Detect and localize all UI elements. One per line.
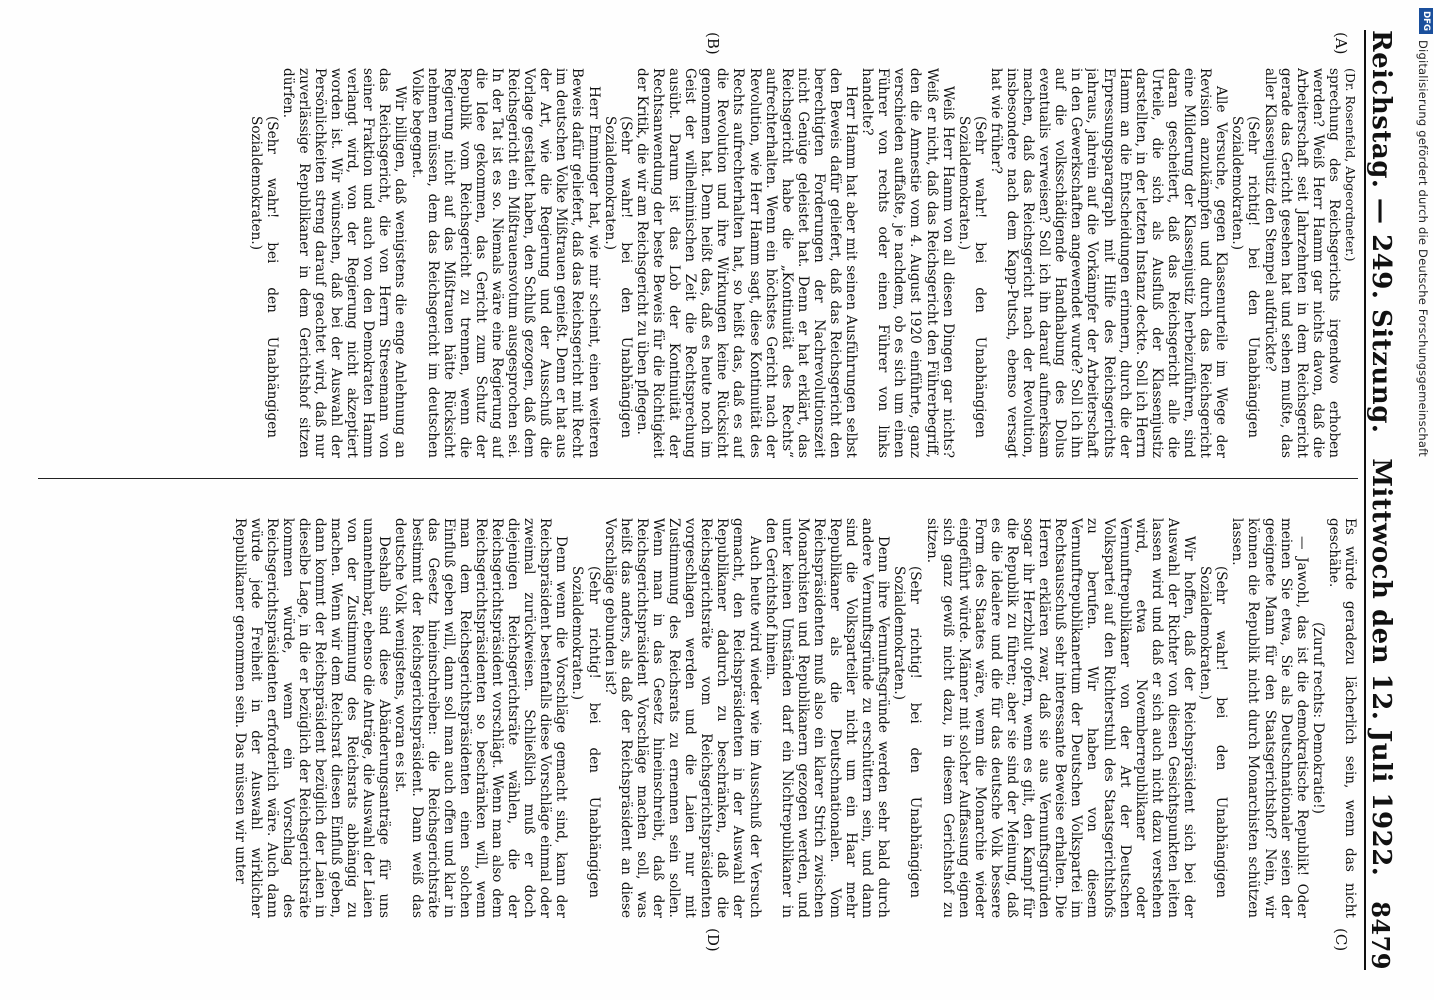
right-remark-2: (Sehr wahr! bei den Unabhängigen Sozialdemokraten.) — [1197, 566, 1230, 898]
margin-letter-d: (D) — [704, 928, 722, 952]
right-paragraph-2: — Jawohl, das ist die demokratische Republik! Oder meinen Sie etwa, Sie als Deutschnationaler seien der geeignete Mann für den Staatsgerichtshof? Nein, wir können die Republik nicht durch Monarchisten schützen lassen. — [1229, 518, 1310, 918]
header-rule — [1364, 30, 1366, 970]
left-paragraph-2: Alle Versuche, gegen Klassenurteile im Wege der Revision anzukämpfen und durch das Reichsgericht eine Milderung der Klassenjustiz herbeizuführen, sind daran gescheitert, daß das Reichsgericht alle die Urteile, die sich als Ausfluß der Klassenjustiz darstellten, in der letzten Instanz deckte. Soll ich Herrn Hamm an die Entscheidungen erinnern, durch die der Erpressungsparagraph mit Hilfe des Reichsgerichts jahraus, jahrein auf die Vorkämpfer der Arbeiterschaft in den Gewerkschaften angewendet wurde? Soll ich ihn auf die volksschädigende Handhabung des Dolus eventualis verweisen? Soll ich ihn darauf aufmerksam machen, daß das Reichsgericht nach der Revolution, insbesondere nach dem Kapp-Putsch, ebenso versagt hat wie früher? — [987, 68, 1230, 458]
right-remark-1: (Zuruf rechts: Demokratie!) — [1309, 622, 1326, 814]
left-paragraph-4: Herr Hamm hat aber mit seinen Ausführungen selbst den Beweis dafür geliefert, daß das Reichsgericht den berechtigten Forderungen der Nachrevolutionszeit nicht Genüge geleistet hat. Denn er hat erklärt, das Reichsgericht habe die „Kontinuität des Rechts“ aufrechterhalten. Wenn ein höchstes Gericht nach der Revolution, wie Herr Hamm sagt, diese Kontinuität des Rechts aufrechterhalten hat, so heißt das, daß es auf die Revolution und ihre Wirkungen keine Rücksicht genommen hat. Denn heißt das, daß es heute noch im Geist der wilhelminischen Zeit die Rechtsprechung ausübt. Darum ist das Lob der Kontinuität der Rechtsanwendung der beste Beweis für die Richtigkeit der Kritik, die wir am Reichsgericht zu üben pflegen. — [633, 68, 860, 458]
right-paragraph-4: Denn ihre Vernunftsgründe werden sehr bald durch andere Vernunftsgründe zu erschüttern sein, und dann sind die Volksparteiler nicht um ein Haar mehr Republikaner als die Deutschnationalen. Vom Reichspräsidenten muß also ein klarer Strich zwischen Monarchisten und Republikanern gezogen werden, und unter keinen Umständen darf ein Nichtrepublikaner in den Gerichtshof hinein. — [762, 518, 892, 918]
margin-letter-a: (A) — [1332, 32, 1350, 55]
left-column — [38, 68, 1358, 458]
left-remark-4: (Sehr wahr! bei den Unabhängigen Sozialdemokraten.) — [247, 116, 280, 438]
left-remark-2: (Sehr wahr! bei den Unabhängigen Sozialdemokraten.) — [955, 116, 988, 438]
right-paragraph-6: Denn wenn die Vorschläge gemacht sind, kann der Reichspräsident bestenfalls diese Vorschläge einmal oder zweimal zurückweisen. Schließlich muß er doch diejenigen Reichsgerichtsräte wählen, die der Reichsgerichtspräsident vorschlägt. Wenn man also dem Reichsgerichtspräsidenten so beschränken will, wenn man dem Reichsgerichtspräsidenten einen solchen Einfluß geben will, dann soll man auch offen und klar in das Gesetz hineinschreiben: die Reichsgerichtsräte bestimmt der Reichsgerichtspräsident. Dann weiß das deutsche Volk wenigstens, woran es ist. — [392, 518, 570, 918]
right-remark-4: (Sehr richtig! bei den Unabhängigen Sozialdemokraten.) — [569, 566, 602, 898]
header-date: Mittwoch den 12. Juli 1922. — [1366, 458, 1396, 877]
left-paragraph-6: Wir billigen, daß wenigstens die enge Anlehnung an das Reichsgericht, die von Herrn Stresemann von seiner Fraktion und auch von den Demokraten Hamm verlangt wird, von der Regierung nicht akzeptiert worden ist. Wir wünschen, daß bei der Auswahl der Persönlichkeiten streng darauf geachtet wird, daß nur zuverlässige Republikaner in dem Gerichtshof sitzen dürfen. — [279, 68, 409, 458]
right-paragraph-3: Wir hoffen, daß der Reichspräsident sich bei der Auswahl der Richter von diesen Gesichtspunkten leiten lassen wird und daß er sich auch nicht dazu verstehen wird, etwa Novemberrepublikaner oder Vernunftrepublikaner von der Art der Deutschen Volkspartei auf den Richterstuhl des Staatsgerichtshofs zu berufen. Wir haben von diesem Vernunftrepublikanertum der Deutschen Volkspartei im Rechtsausschuß sehr interessante Beweise erhalten. Die Herren erklären zwar, daß sie aus Vernunftsgründen sogar ihr Herzblut opfern, wenn es gilt, den Kampf für die Republik zu führen; aber sie sind der Meinung, daß es die idealere und die für das deutsche Volk bessere Form des Staates wäre, wenn die Monarchie wieder eingeführt würde. Männer mit solcher Auffassung eignen sich ganz gewiß nicht dazu, in diesem Gerichtshof zu sitzen. — [923, 518, 1198, 918]
funding-notice: Digitalisierung gefördert durch die Deutsche Forschungsgemeinschaft — [1416, 40, 1430, 457]
header-session: Reichstag. — 249. Sitzung. — [1366, 30, 1396, 434]
left-paragraph-5: Herr Emminger hat, wie mir scheint, einen weiteren Beweis dafür geliefert, daß das Reichsgericht mit Recht im deutschen Volke Mißtrauen genießt. Denn er hat aus der Art, wie die Regierung und der Ausschuß die Vorlage gestaltet haben, den Schluß gezogen, daß dem Reichsgericht ein Mißtrauensvotum ausgesprochen sei. In der Tat ist es so. Niemals wäre eine Regierung auf die Idee gekommen, das Gericht zum Schutz der Republik vom Reichsgericht zu trennen, wenn die Regierung nicht auf das Mißtrauen hätte Rücksicht nehmen müssen, dem das Reichsgericht im deutschen Volke begegnet. — [408, 68, 602, 458]
dfg-logo-icon: DFG — [1419, 8, 1433, 34]
right-column — [38, 518, 1358, 918]
speaker-head: (Dr. Rosenfeld, Abgeordneter.) — [1343, 68, 1358, 262]
left-paragraph-1: sprechung des Reichsgerichts irgendwo erhoben werden? Weiß Herr Hamm gar nichts davon, daß die Arbeiterschaft seit Jahrzehnten in dem Reichsgericht gerade das Gericht gesehen hat und sehen mußte, das aller Klassenjustiz den Stempel aufdrückte? — [1261, 68, 1342, 458]
page-header — [1366, 30, 1412, 970]
right-paragraph-7: Deshalb sind diese Abänderungsanträge für uns unannehmbar, ebenso die Anträge, die Auswahl der Laien von der Zustimmung des Reichsrats abhängig zu machen. Wenn wir dem Reichsrat diesen Einfluß geben, dann kommt der Reichspräsident bezüglich der Laien in dieselbe Lage, in die er bezüglich der Reichsgerichtsräte kommen würde, wenn ein Vorschlag des Reichsgerichtspräsidenten erforderlich wäre. Auch dann würde jede Freiheit in der Auswahl wirklicher Republikaner genommen sein. Das müssen wir unter — [231, 518, 393, 918]
column-divider — [38, 478, 1358, 479]
left-remark-3: (Sehr wahr! bei den Unabhängigen Sozialdemokraten.) — [601, 116, 634, 438]
rotated-page-content — [12, 10, 1412, 990]
margin-letter-c: (C) — [1332, 928, 1350, 952]
right-paragraph-5: Auch heute wird wieder wie im Ausschuß der Versuch gemacht, den Reichspräsidenten in der Auswahl der Republikaner dadurch zu beschränken, daß die Reichsgerichtsräte vom Reichsgerichtspräsidenten vorgeschlagen werden und die Laien nur mit Zustimmung des Reichsrats zu ernennen sein sollen. Wenn man in das Gesetz hineinschreibt, daß der Reichsgerichtspräsident Vorschläge machen soll, was heißt das anders, als daß der Reichspräsident an diese Vorschläge gebunden ist? — [601, 518, 763, 918]
margin-letter-b: (B) — [704, 32, 722, 55]
header-page-number: 8479 — [1366, 901, 1395, 970]
left-remark-1: (Sehr richtig! bei den Unabhängigen Sozialdemokraten.) — [1229, 116, 1262, 438]
right-remark-3: (Sehr richtig! bei den Unabhängigen Sozialdemokraten.) — [891, 566, 924, 898]
right-paragraph-1: Es würde geradezu lächerlich sein, wenn das nicht geschähe. — [1325, 518, 1358, 918]
left-paragraph-3: Weiß Herr Hamm von all diesen Dingen gar nichts? Weiß er nicht, daß das Reichsgericht den Führerbegriff, den die Amnestie vom 4. August 1920 einführte, ganz verschieden auffaßte, je nachdem, ob es sich um einen Führer von rechts oder einen Führer von links handelte? — [859, 68, 956, 458]
